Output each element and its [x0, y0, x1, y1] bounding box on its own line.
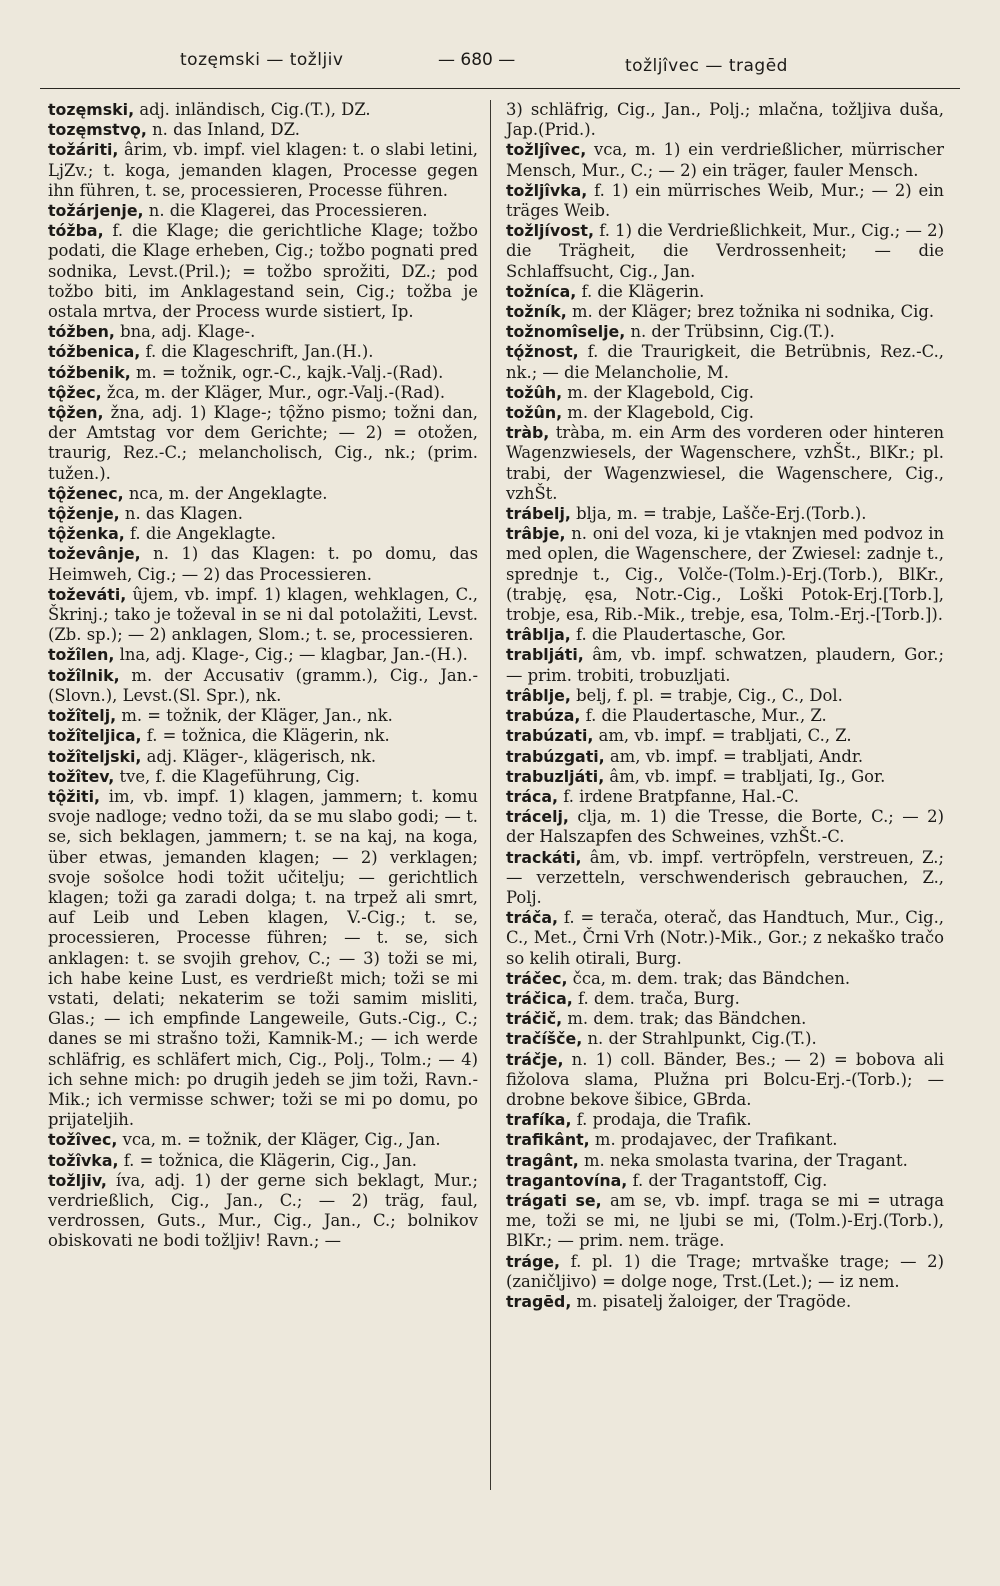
entry-headword: tožljívost, [506, 221, 594, 241]
entry-headword: tóžbenik, [48, 362, 131, 382]
dictionary-entry [48, 524, 478, 544]
entry-headword: tožîlen, [48, 645, 115, 665]
entry-headword: tožîtelj, [48, 706, 117, 726]
entry-definition: lna, adj. Klage-, Cig.; — klagbar, Jan.-(H.). [114, 645, 468, 665]
entry-definition: nca, m. der Angeklagte. [123, 483, 328, 503]
dictionary-entry [48, 201, 478, 221]
entry-definition: n. der Strahlpunkt, Cig.(T.). [582, 1029, 817, 1049]
entry-headword: trabúza, [506, 706, 581, 726]
entry-headword: toževáti, [48, 584, 127, 604]
dictionary-entry [506, 100, 944, 140]
entry-definition: n. das Inland, DZ. [146, 120, 300, 140]
entry-headword: tragantovína, [506, 1170, 628, 1190]
entry-definition: bna, adj. Klage-. [114, 322, 256, 342]
entry-headword: tožárjenje, [48, 201, 144, 221]
dictionary-entry [506, 848, 944, 909]
header-left-guide-words: tozęmski — tožljiv [180, 50, 344, 70]
dictionary-entry [506, 140, 944, 180]
entry-definition: f. die Klage; die gerichtliche Klage; tožbo podati, die Klage erheben, Cig.; tožbo pognati pred sodnika, Levst.(Pril.); = tožbo sprožiti, DZ.; pod tožbo biti, im Anklagestand sein, Cig.; tožba je ostala mrtva, der Process wurde sistiert, Ip. [48, 221, 478, 322]
entry-headword: tráčica, [506, 988, 573, 1008]
entry-definition: m. der Klagebold, Cig. [562, 382, 754, 402]
entry-headword: tožníca, [506, 281, 577, 301]
dictionary-entry [48, 342, 478, 362]
dictionary-entry [48, 645, 478, 665]
entry-headword: tráge, [506, 1251, 561, 1271]
entry-headword: tráčje, [506, 1049, 564, 1069]
dictionary-entry [48, 363, 478, 383]
entry-definition: m. prodajavec, der Trafikant. [589, 1130, 838, 1150]
entry-definition: vca, m. = tožnik, der Kläger, Cig., Jan. [117, 1130, 441, 1150]
entry-definition: f. pl. 1) die Trage; mrtvaške trage; — 2) (zaničljivo) = dolge noge, Trst.(Let.); — iz nem. [506, 1251, 944, 1291]
dictionary-entry [506, 403, 944, 423]
dictionary-entry [506, 908, 944, 969]
entry-definition: f. = tožnica, die Klägerin, nk. [141, 726, 390, 746]
dictionary-entry [48, 1151, 478, 1171]
dictionary-entry [506, 1029, 944, 1049]
left-column [48, 100, 478, 1252]
dictionary-entry [506, 747, 944, 767]
entry-headword: tràb, [506, 423, 550, 443]
entry-headword: tǫ́žnost, [506, 342, 579, 362]
dictionary-entry [506, 383, 944, 403]
entry-definition: âm, vb. impf. schwatzen, plaudern, Gor.; — prim. trobiti, trobuzljati. [506, 645, 944, 685]
dictionary-entry [506, 1191, 944, 1252]
entry-headword: tračíšče, [506, 1029, 583, 1049]
entry-headword: tóžba, [48, 221, 104, 241]
entry-headword: tožûn, [506, 403, 563, 423]
dictionary-entry [506, 989, 944, 1009]
entry-definition: f. die Plaudertasche, Gor. [570, 625, 787, 645]
entry-headword: trafikânt, [506, 1130, 590, 1150]
dictionary-entry [506, 969, 944, 989]
dictionary-entry [506, 625, 944, 645]
entry-definition: f. die Angeklagte. [124, 524, 277, 544]
dictionary-entry [48, 706, 478, 726]
entry-definition: íva, adj. 1) der gerne sich beklagt, Mur.; verdrießlich, Cig., Jan., C.; — 2) träg, faul, verdrossen, Guts., Mur., Cig., Jan., C.; bolnikov obiskovati ne bodi tožljiv! Ravn.; — [48, 1170, 478, 1251]
dictionary-entry [506, 686, 944, 706]
entry-definition: âm, vb. impf. vertröpfeln, verstreuen, Z.; — verzetteln, verschwenderisch gebrauchen, Z., Polj. [506, 847, 944, 907]
entry-headword: trâblje, [506, 685, 571, 705]
entry-headword: tožûh, [506, 382, 563, 402]
dictionary-entry [506, 322, 944, 342]
entry-definition: am, vb. impf. = trabljati, Andr. [604, 746, 864, 766]
dictionary-entry [48, 140, 478, 201]
entry-definition: m. der Accusativ (gramm.), Cig., Jan.-(Slovn.), Levst.(Sl. Spr.), nk. [48, 665, 478, 705]
dictionary-entry [48, 1171, 478, 1252]
entry-headword: tráca, [506, 786, 559, 806]
entry-definition: n. das Klagen. [119, 504, 243, 524]
entry-headword: tozęmski, [48, 100, 135, 119]
dictionary-entry [48, 221, 478, 322]
entry-headword: trâblja, [506, 625, 571, 645]
entry-definition: f. 1) ein mürrisches Weib, Mur.; — 2) ein träges Weib. [506, 180, 944, 221]
right-column [506, 100, 944, 1312]
entry-definition: m. dem. trak; das Bändchen. [562, 1009, 807, 1029]
dictionary-entry [506, 1171, 944, 1191]
dictionary-entry [506, 1050, 944, 1111]
entry-definition: f. 1) die Verdrießlichkeit, Mur., Cig.; — 2) die Trägheit, die Verdrossenheit; — die Schlaffsucht, Cig., Jan. [506, 221, 944, 281]
entry-headword: tráčec, [506, 968, 568, 988]
entry-headword: tožljîvec, [506, 140, 587, 160]
entry-definition: f. der Tragantstoff, Cig. [627, 1170, 828, 1190]
entry-headword: tožîtev, [48, 766, 115, 786]
entry-headword: tožîteljski, [48, 746, 142, 766]
dictionary-entry [48, 585, 478, 646]
dictionary-entry [506, 1252, 944, 1292]
column-divider [490, 100, 491, 1490]
entry-headword: trabuzljáti, [506, 766, 605, 786]
entry-definition: 3) schläfrig, Cig., Jan., Polj.; mlačna, tožljiva duša, Jap.(Prid.). [506, 100, 944, 140]
entry-headword: tǫ̑žen, [48, 403, 104, 423]
entry-definition: blja, m. = trabje, Lašče-Erj.(Torb.). [570, 504, 867, 524]
entry-headword: tožáriti, [48, 140, 119, 160]
dictionary-entry [506, 1110, 944, 1130]
entry-definition: f. = tožnica, die Klägerin, Cig., Jan. [118, 1150, 417, 1170]
entry-definition: am, vb. impf. = trabljati, C., Z. [593, 726, 852, 746]
entry-definition: f. irdene Bratpfanne, Hal.-C. [558, 786, 799, 806]
header-right-guide-words: tožljîvec — tragēd [625, 56, 788, 76]
entry-definition: f. die Traurigkeit, die Betrübnis, Rez.-C., nk.; — die Melancholie, M. [506, 342, 944, 382]
entry-headword: tragânt, [506, 1150, 579, 1170]
entry-headword: toževânje, [48, 544, 141, 564]
entry-definition: f. = terača, oterač, das Handtuch, Mur., Cig., C., Met., Črni Vrh (Notr.)-Mik., Gor.; z nekaško tračo so kelih otirali, Burg. [506, 908, 944, 968]
entry-definition: adj. inländisch, Cig.(T.), DZ. [134, 100, 371, 119]
dictionary-entry [506, 787, 944, 807]
dictionary-entry [506, 1130, 944, 1150]
entry-definition: m. pisatelj žaloiger, der Tragöde. [571, 1291, 852, 1311]
entry-definition: f. die Klägerin. [576, 281, 705, 301]
entry-definition: žna, adj. 1) Klage-; tǫ̑žno pismo; tožni dan, der Amtstag vor dem Gerichte; — 2) = otožen, traurig, Rez.-C.; melancholisch, Cig., nk.; (prim. tužen.). [48, 403, 478, 483]
entry-definition: m. der Klagebold, Cig. [562, 403, 754, 423]
entry-definition: f. die Klageschrift, Jan.(H.). [140, 342, 374, 362]
entry-definition: im, vb. impf. 1) klagen, jammern; t. komu svoje nadloge; vedno toži, da se mu slabo godi; — t. se, sich beklagen, jammern; t. se na kaj, na koga, über etwas, jemanden klagen; — 2) verklagen; svoje sošolce hodi tožit učitelju; — gerichtlich klagen; toži ga zaradi dolga; t. na trpež ali smrt, auf Leib und Leben klagen, V.-Cig.; t. se, processieren, Processe führen; — t. se, sich anklagen: t. se svojih grehov, C.; — 3) toži se mi, ich habe keine Lust, es verdrießt mich; toži se mi vstati, delati; nekaterim se toži samim misliti, Glas.; — ich empfinde Langeweile, Guts.-Cig., C.; danes se mi strašno toži, Kamnik-M.; — ich werde schläfrig, es schläfert mich, Cig., Polj., Tolm.; — 4) ich sehne mich: po drugih jedeh se jim toži, Ravn.-Mik.; ich vermisse schwer; toži se mi po domu, po prijateljih. [48, 786, 478, 1130]
dictionary-entry [48, 544, 478, 584]
dictionary-entry [506, 423, 944, 504]
dictionary-entry [48, 747, 478, 767]
entry-headword: trafíka, [506, 1110, 572, 1130]
entry-definition: m. = tožnik, ogr.-C., kajk.-Valj.-(Rad). [130, 362, 444, 382]
entry-definition: n. die Klagerei, das Processieren. [143, 201, 428, 221]
entry-headword: trabljáti, [506, 645, 584, 665]
dictionary-entry [506, 221, 944, 282]
entry-headword: trábelj, [506, 504, 571, 524]
dictionary-entry [48, 120, 478, 140]
entry-definition: m. = tožnik, der Kläger, Jan., nk. [116, 706, 393, 726]
entry-headword: tráčič, [506, 1009, 563, 1029]
entry-definition: f. die Plaudertasche, Mur., Z. [580, 706, 827, 726]
entry-headword: tožîvec, [48, 1130, 118, 1150]
entry-headword: tóžben, [48, 322, 115, 342]
dictionary-entry [506, 807, 944, 847]
entry-definition: ûjem, vb. impf. 1) klagen, wehklagen, C., Škrinj.; tako je toževal in se ni dal potolažiti, Levst.(Zb. sp.); — 2) anklagen, Slom.; t. se, processieren. [48, 584, 478, 645]
entry-definition: n. der Trübsinn, Cig.(T.). [625, 322, 835, 342]
entry-definition: clja, m. 1) die Tresse, die Borte, C.; — 2) der Halszapfen des Schweines, vzhŠt.-C. [506, 807, 944, 847]
entry-definition: tràba, m. ein Arm des vorderen oder hinteren Wagenzwiesels, der Wagenschere, vzhŠt., BlKr.; pl. trabi, der Wagenzwiesel, die Wagenschere, Cig., vzhŠt. [506, 423, 944, 503]
dictionary-entry [506, 504, 944, 524]
entry-headword: tráča, [506, 908, 559, 928]
entry-definition: žca, m. der Kläger, Mur., ogr.-Valj.-(Rad). [101, 382, 446, 402]
entry-headword: tožljiv, [48, 1170, 107, 1190]
entry-headword: trácelj, [506, 807, 569, 827]
entry-headword: tǫ̑žec, [48, 382, 102, 402]
dictionary-entry [48, 787, 478, 1130]
dictionary-entry [506, 1292, 944, 1312]
entry-headword: tožnomîselje, [506, 322, 626, 342]
dictionary-entry [48, 504, 478, 524]
dictionary-entry [48, 322, 478, 342]
entry-definition: ârim, vb. impf. viel klagen: t. o slabi letini, LjZv.; t. koga, jemanden klagen, Processe gegen ihn führen, t. se, processieren, Processe führen. [48, 140, 478, 200]
page-number: — 680 — [438, 50, 516, 70]
entry-headword: trabúzgati, [506, 746, 605, 766]
dictionary-entry [48, 484, 478, 504]
entry-definition: m. neka smolasta tvarina, der Tragant. [578, 1150, 908, 1170]
entry-headword: tozęmstvǫ, [48, 120, 147, 140]
entry-headword: tožîvka, [48, 1150, 119, 1170]
dictionary-entry [48, 403, 478, 484]
entry-headword: tóžbenica, [48, 342, 141, 362]
entry-headword: tožîlnik, [48, 665, 120, 685]
entry-headword: tožník, [506, 302, 567, 322]
dictionary-entry [506, 524, 944, 625]
entry-headword: tǫ̑ženka, [48, 524, 125, 544]
dictionary-entry [48, 100, 478, 120]
entry-definition: am se, vb. impf. traga se mi = utraga me, toži se mi, ne ljubi se mi, (Tolm.)-Erj.(Torb.), BlKr.; — prim. nem. träge. [506, 1190, 944, 1251]
header-rule [40, 88, 960, 89]
dictionary-entry [506, 767, 944, 787]
dictionary-entry [506, 1009, 944, 1029]
entry-headword: trabúzati, [506, 726, 594, 746]
entry-definition: n. 1) coll. Bänder, Bes.; — 2) = bobova ali fižolova slama, Plužna pri Bolcu-Erj.-(Torb.); — drobne bekove šibice, GBrda. [506, 1049, 944, 1109]
dictionary-entry [506, 645, 944, 685]
dictionary-entry [506, 1151, 944, 1171]
entry-definition: âm, vb. impf. = trabljati, Ig., Gor. [604, 766, 886, 786]
dictionary-entry [506, 726, 944, 746]
entry-definition: f. prodaja, die Trafik. [571, 1110, 752, 1130]
entry-headword: tožljîvka, [506, 180, 588, 200]
dictionary-entry [506, 302, 944, 322]
entry-definition: n. 1) das Klagen: t. po domu, das Heimweh, Cig.; — 2) das Processieren. [48, 544, 478, 584]
entry-definition: f. dem. trača, Burg. [572, 988, 740, 1008]
entry-headword: tožîteljica, [48, 726, 142, 746]
entry-definition: n. oni del voza, ki je vtaknjen med podvoz in med oplen, die Wagenschere, der Zwiesel: zadnje t., sprednje t., Cig., Volče-(Tolm.)-Erj.(Torb.), BlKr., (trabję, ęsa, Notr.-Cig., Loški Potok-Erj.[Torb.], trobje, esa, Rib.-Mik., trebje, esa, Tolm.-Erj.-[Torb.]). [506, 524, 944, 625]
page-header [40, 50, 960, 80]
dictionary-entry [48, 726, 478, 746]
entry-definition: vca, m. 1) ein verdrießlicher, mürrischer Mensch, Mur., C.; — 2) ein träger, fauler Mensch. [506, 140, 944, 180]
entry-headword: tǫ̑žiti, [48, 786, 100, 806]
dictionary-entry [506, 706, 944, 726]
entry-definition: tve, f. die Klageführung, Cig. [114, 766, 360, 786]
dictionary-entry [506, 181, 944, 221]
dictionary-entry [506, 282, 944, 302]
entry-headword: trackáti, [506, 847, 582, 867]
entry-definition: čca, m. dem. trak; das Bändchen. [567, 968, 851, 988]
entry-headword: tǫ̑ženec, [48, 483, 124, 503]
entry-headword: trâbje, [506, 524, 566, 544]
dictionary-entry [48, 666, 478, 706]
dictionary-entry [48, 767, 478, 787]
entry-headword: tragēd, [506, 1291, 572, 1311]
dictionary-entry [48, 1130, 478, 1150]
entry-definition: m. der Kläger; brez tožnika ni sodnika, Cig. [566, 302, 935, 322]
dictionary-entry [506, 342, 944, 382]
entry-definition: adj. Kläger-, klägerisch, nk. [141, 746, 377, 766]
entry-headword: tǫ̑ženje, [48, 504, 120, 524]
entry-definition: belj, f. pl. = trabje, Cig., C., Dol. [570, 685, 843, 705]
entry-headword: trágati se, [506, 1190, 602, 1210]
dictionary-entry [48, 383, 478, 403]
